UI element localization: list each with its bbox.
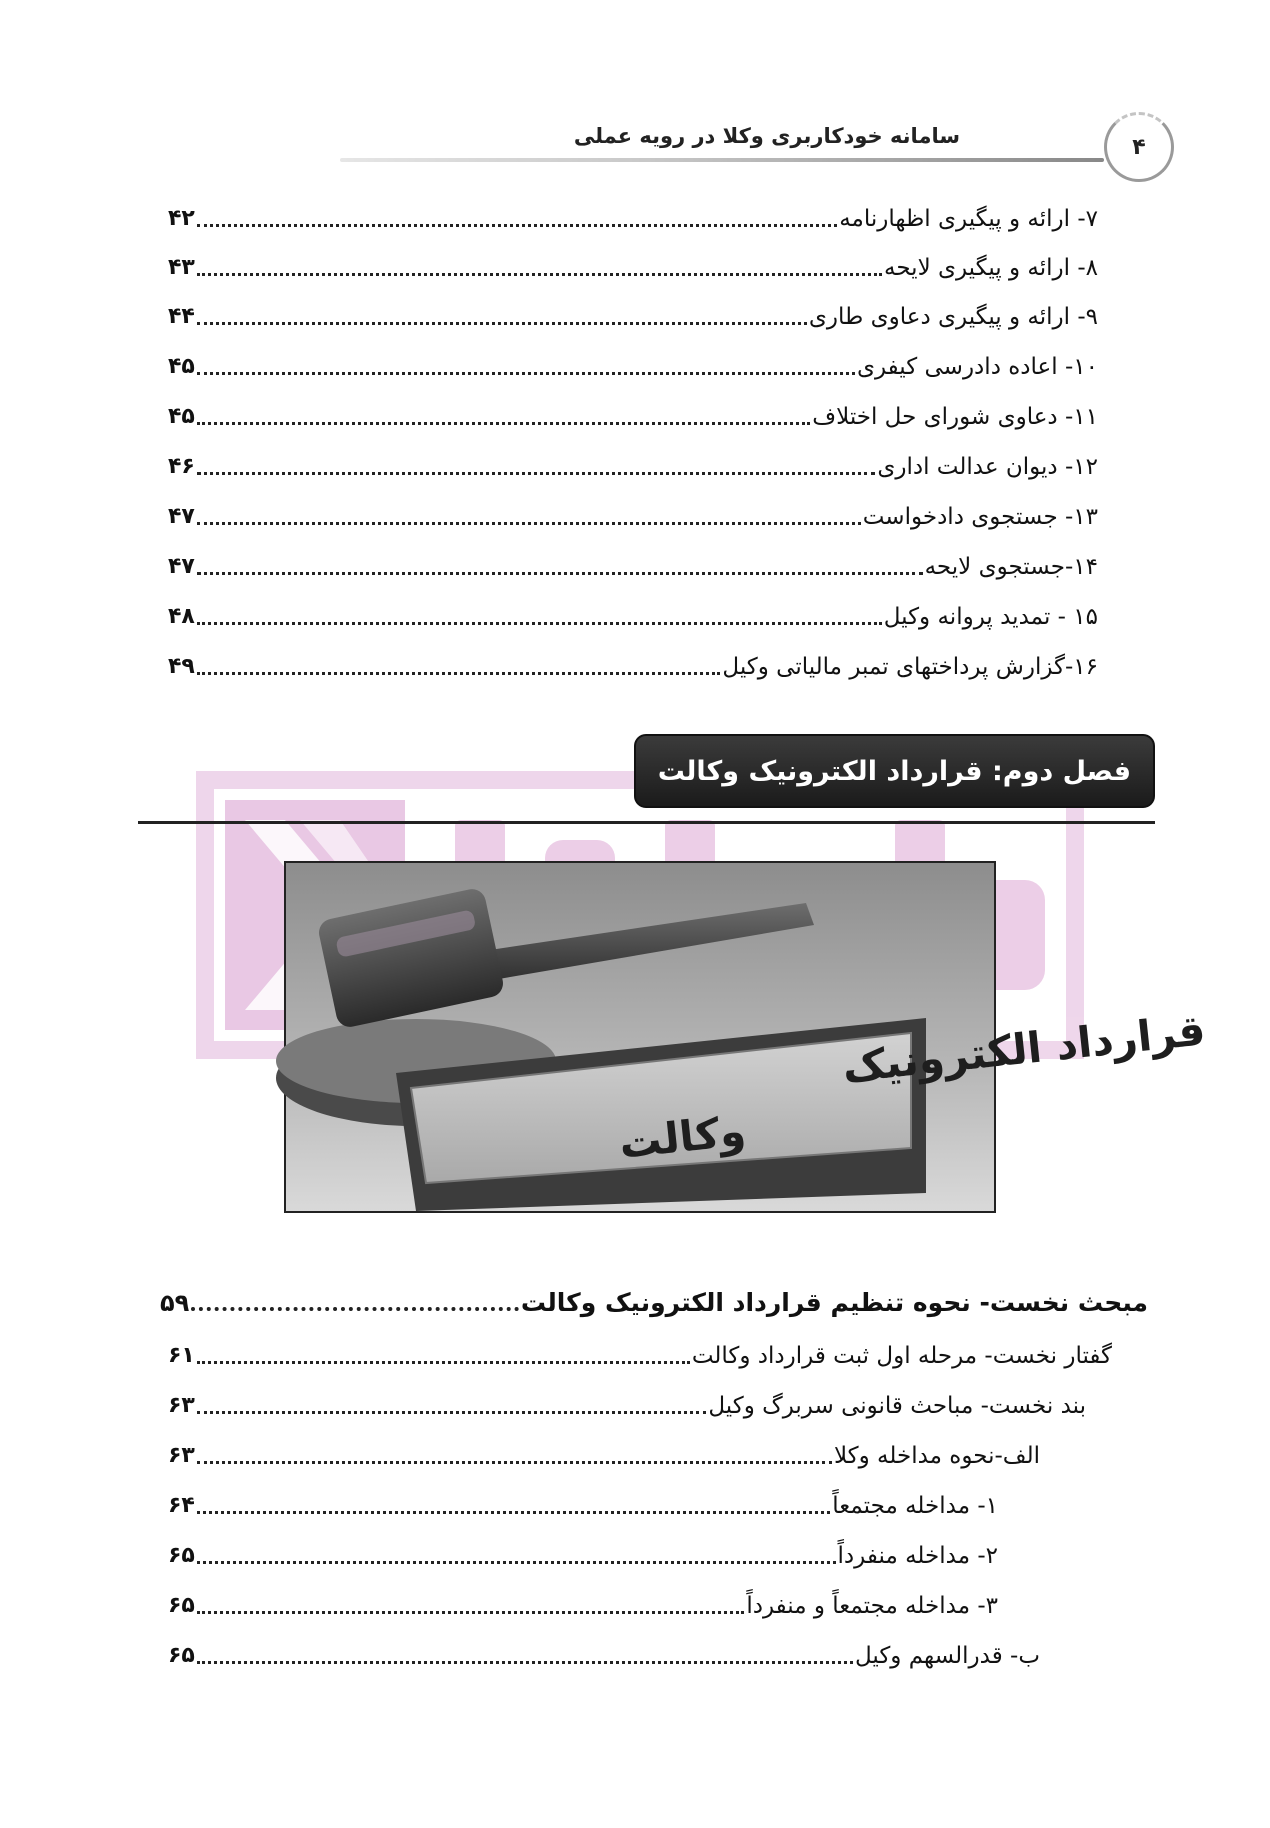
toc-entry-page: ۴۵ [168,404,195,429]
toc-entry-title: ۱۳- جستجوی دادخواست [862,504,1098,530]
toc-entry-title: ۱۶-گزارش پرداختهای تمبر مالیاتی وکیل [722,654,1098,680]
toc-entry-title: گفتار نخست- مرحله اول ثبت قرارداد وکالت [691,1343,1112,1369]
toc-entry[interactable] [168,1391,1086,1421]
toc-entry-page: ۴۹ [168,654,195,679]
running-title: سامانه خودکاربری وکلا در رویه عملی [573,124,960,148]
toc-entry-page: ۴۸ [168,604,195,629]
dot-leader [197,472,875,475]
toc-entry-title: ب- قدرالسهم وکیل [855,1643,1040,1669]
dot-leader [197,1611,744,1614]
toc-entry[interactable] [168,352,1098,382]
dot-leader [197,322,807,325]
toc-entry-section[interactable] [160,1288,1148,1318]
plaque-text-line2: وکالت [616,1105,748,1168]
toc-entry-page: ۶۵ [168,1543,195,1568]
toc-entry[interactable] [168,602,1098,632]
dot-leader [197,1561,836,1564]
toc-entry-title: ۸- ارائه و پیگیری لایحه [883,255,1098,281]
toc-entry-page: ۶۱ [168,1343,195,1368]
page-number: ۴ [1132,134,1146,160]
toc-entry-title: ۱۱- دعاوی شورای حل اختلاف [812,404,1098,430]
dot-leader [197,273,882,276]
chapter-illustration [284,861,1208,1213]
toc-entry-title: ۱- مداخله مجتمعاً [832,1493,998,1519]
page-number-badge [1104,112,1174,182]
toc-entry-page: ۶۳ [168,1443,195,1468]
toc-entry[interactable] [168,1641,1040,1671]
header-rule [340,158,1104,162]
dot-leader [197,672,721,675]
toc-entry-title: ۱۴-جستجوی لایحه [924,554,1098,580]
dot-leader [197,1361,690,1364]
toc-entry-page: ۴۲ [168,206,195,231]
toc-entry-title: ۲- مداخله منفرداً [837,1543,998,1569]
dot-leader [197,1411,707,1414]
dot-leader [197,372,855,375]
toc-entry-title: ۹- ارائه و پیگیری دعاوی طاری [808,304,1098,330]
toc-entry-page: ۶۵ [168,1643,195,1668]
toc-entry[interactable] [168,552,1098,582]
chapter-divider [138,821,1155,824]
toc-entry-page: ۶۴ [168,1493,195,1518]
toc-entry-page: ۴۵ [168,354,195,379]
toc-entry[interactable] [168,1441,1040,1471]
toc-entry-title: مبحث نخست- نحوه تنظیم قرارداد الکترونیک وکالت [520,1288,1148,1317]
toc-entry-title: الف-نحوه مداخله وکلا [833,1443,1040,1469]
plaque-text-line1: قرارداد الکترونیک [840,1005,1208,1093]
toc-entry-title: ۱۵ - تمدید پروانه وکیل [883,604,1098,630]
toc-entry-title: ۱۰- اعاده دادرسی کیفری [856,354,1098,380]
toc-entry[interactable] [168,452,1098,482]
toc-entry-page: ۴۷ [168,504,195,529]
dot-leader [197,1461,832,1464]
toc-entry-page: ۴۷ [168,554,195,579]
toc-entry[interactable] [168,1541,998,1571]
chapter-title: فصل دوم: قرارداد الکترونیک وکالت [657,755,1131,787]
dot-leader [191,1307,519,1311]
toc-entry-page: ۶۳ [168,1393,195,1418]
toc-entry-title: ۳- مداخله مجتمعاً و منفرداً [746,1593,998,1619]
dot-leader [197,622,882,625]
toc-entry-title: ۱۲- دیوان عدالت اداری [877,454,1098,480]
toc-entry-page: ۴۳ [168,255,195,280]
toc-entry[interactable] [168,1591,998,1621]
toc-entry[interactable] [168,502,1098,532]
chapter-banner [634,734,1155,808]
toc-entry-title: بند نخست- مباحث قانونی سربرگ وکیل [708,1393,1086,1419]
dot-leader [197,522,861,525]
toc-entry[interactable] [168,652,1098,682]
toc-entry-page: ۴۶ [168,454,195,479]
toc-entry-page: ۴۴ [168,304,195,329]
dot-leader [197,572,923,575]
dot-leader [197,422,810,425]
toc-entry-page: ۶۵ [168,1593,195,1618]
toc-entry[interactable] [168,402,1098,432]
toc-entry[interactable] [168,204,1098,234]
toc-entry[interactable] [168,253,1098,283]
toc-entry-title: ۷- ارائه و پیگیری اظهارنامه [839,206,1098,232]
toc-entry[interactable] [168,1491,998,1521]
dot-leader [197,224,837,227]
toc-entry-page: ۵۹ [160,1289,190,1317]
dot-leader [197,1661,853,1664]
dot-leader [197,1511,830,1514]
gavel-and-plaque-image [286,863,1208,1211]
toc-entry[interactable] [168,1341,1112,1371]
toc-entry[interactable] [168,302,1098,332]
